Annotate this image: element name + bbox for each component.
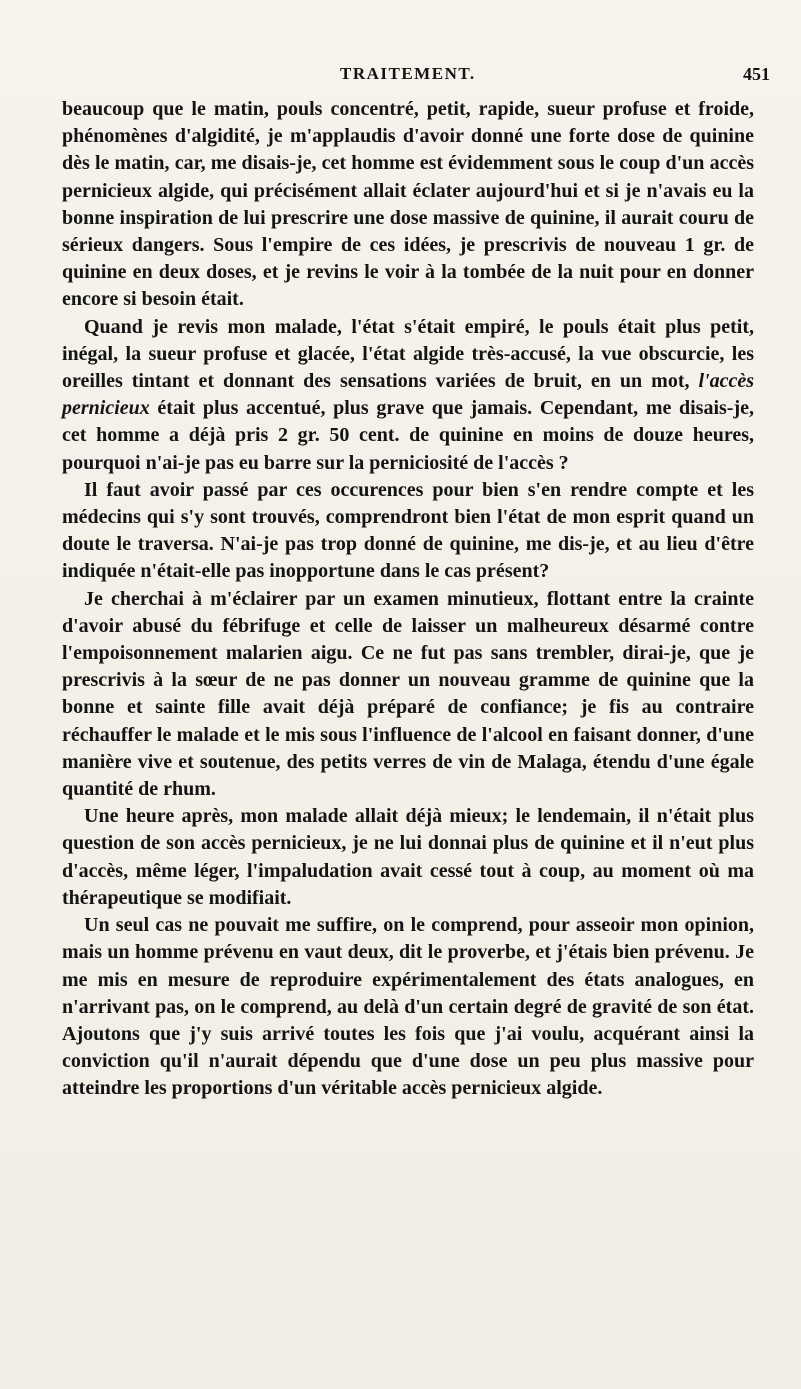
paragraph: Je cherchai à m'éclairer par un examen minutieux, flottant entre la crainte d'avoir abusé du fébrifuge et celle de laisser un malheureux désarmé contre l'empoisonnement malarien aigu. Ce ne fut pas sans trembler, dirai-je, que je prescrivis à la sœur de ne pas donner un nouveau gramme de quinine que la bonne et sainte fille avait déjà préparé de confiance; je fis au contraire réchauffer le malade et le mis sous l'influence de l'alcool en faisant donner, d'une manière vive et soutenue, des petits verres de vin de Malaga, étendu d'une égale quantité de rhum.: [62, 587, 754, 801]
paragraph: Il faut avoir passé par ces occurences pour bien s'en rendre compte et les médecins qui s'y sont trouvés, comprendront bien l'état de mon esprit quand un doute le traversa. N'ai-je pas trop donné de quinine, me dis-je, et au lieu d'être indiquée n'était-elle pas inopportune dans le cas présent?: [62, 478, 754, 583]
paragraph: Une heure après, mon malade allait déjà mieux; le lendemain, il n'était plus question de son accès pernicieux, je ne lui donnai plus de quinine et il n'eut plus d'accès, même léger, l'impaludation avait cessé tout à coup, au moment où ma thérapeutique se modifiait.: [62, 805, 754, 909]
page-number: 451: [743, 64, 770, 84]
running-title: TRAITEMENT.: [340, 64, 476, 83]
italic-term: l'accès pernicieux: [62, 370, 754, 420]
paragraph-text: Quand je revis mon malade, l'état s'était empiré, le pouls était plus petit, inégal, la sueur profuse et glacée, l'état algide très-accusé, la vue obscurcie, les oreilles tintant et donnant des sensations variées de bruit, en un mot,: [62, 315, 754, 393]
paragraph: beaucoup que le matin, pouls concentré, petit, rapide, sueur profuse et froide, phénomènes d'algidité, je m'applaudis d'avoir donné une forte dose de quinine dès le matin, car, me disais-je, cet homme est évidemment sous le coup d'un accès pernicieux algide, qui précisément allait éclater aujourd'hui et si je n'avais eu la bonne inspiration de lui prescrire une dose massive de quinine, il aurait couru de sérieux dangers. Sous l'empire de ces idées, je prescrivis de nouveau 1 gr. de quinine en deux doses, et je revins le voir à la tombée de la nuit pour en donner encore si besoin était.: [62, 98, 754, 311]
paragraph: Un seul cas ne pouvait me suffire, on le comprend, pour asseoir mon opinion, mais un homme prévenu en vaut deux, dit le proverbe, et j'étais bien prévenu. Je me mis en mesure de reproduire expérimentalement des états analogues, en n'arrivant pas, on le comprend, au delà d'un certain degré de gravité de son état. Ajoutons que j'y suis arrivé toutes les fois que j'ai voulu, acquérant ainsi la conviction qu'il n'aurait dépendu que d'une dose un peu plus massive pour atteindre les proportions d'un véritable accès pernicieux algide.: [62, 914, 754, 1100]
body-text: [62, 96, 754, 1103]
running-head: [0, 62, 801, 86]
paragraph-text: était plus accentué, plus grave que jamais. Cependant, me disais-je, cet homme a déjà pris 2 gr. 50 cent. de quinine en moins de douze heures, pourquoi n'ai-je pas eu barre sur la perniciosité de l'accès ?: [62, 397, 754, 474]
paragraph: [62, 314, 754, 477]
